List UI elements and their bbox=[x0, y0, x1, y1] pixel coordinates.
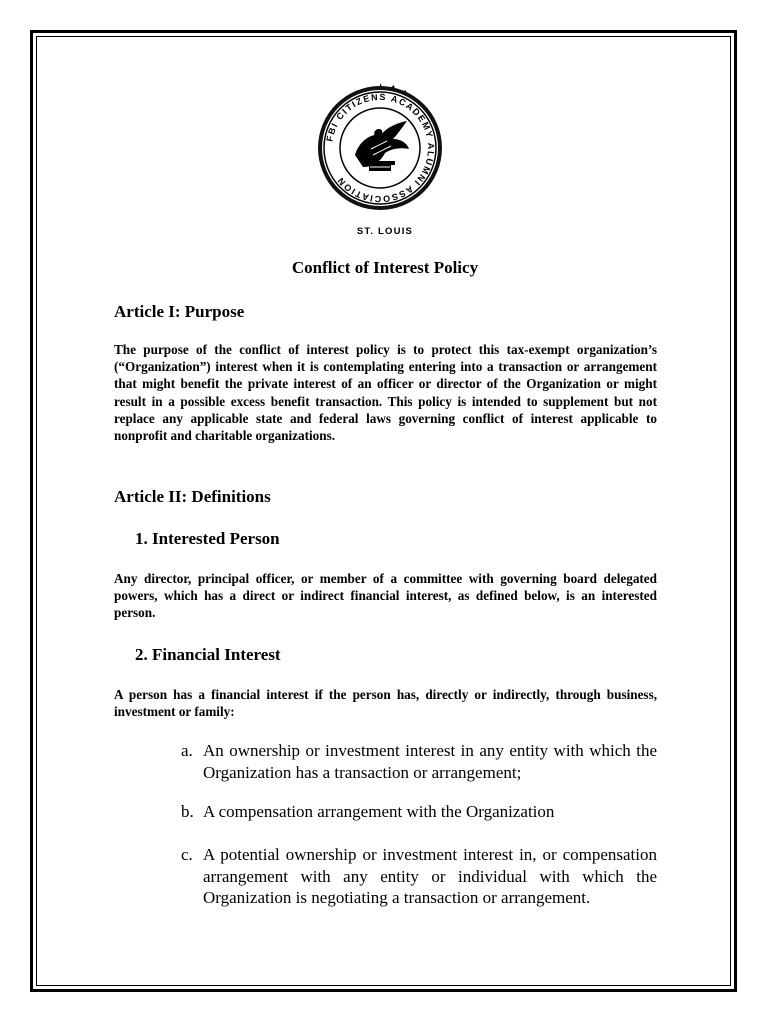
list-item-text: A compensation arrangement with the Organization bbox=[203, 802, 555, 821]
list-item-marker: b. bbox=[181, 802, 194, 821]
document-title: Conflict of Interest Policy bbox=[291, 258, 479, 277]
section-interested-person-body: Any director, principal officer, or member of a committee with governing board delegated powers, which has a direct or indirect financial interest, as defined below, is an interested person. bbox=[114, 571, 657, 621]
section-financial-interest-heading: 2. Financial Interest bbox=[135, 645, 281, 664]
list-item-text: A potential ownership or investment interest in, or compensation arrangement with any entity or individual with which the Organization is negotiating a transaction or arrangement. bbox=[203, 845, 657, 907]
fbi-citizens-academy-seal-icon bbox=[315, 83, 445, 213]
list-item bbox=[181, 740, 657, 783]
article-2-heading: Article II: Definitions bbox=[114, 487, 271, 506]
list-item bbox=[181, 801, 657, 823]
section-financial-interest-body: A person has a financial interest if the person has, directly or indirectly, through business, investment or family: bbox=[114, 687, 657, 720]
section-interested-person-heading: 1. Interested Person bbox=[135, 529, 280, 548]
list-item-marker: a. bbox=[181, 741, 193, 760]
list-item-text: An ownership or investment interest in any entity with which the Organization has a transaction or arrangement; bbox=[203, 741, 657, 782]
list-item-marker: c. bbox=[181, 845, 193, 864]
article-1-body: The purpose of the conflict of interest policy is to protect this tax-exempt organization’s (“Organization”) interest when it is contemplating entering into a transaction or arrangement that might benefit the private interest of an officer or director of the Organization or might result in a possible excess benefit transaction. This policy is intended to supplement but not replace any applicable state and federal laws governing conflict of interest applicable to nonprofit and charitable organizations. bbox=[114, 342, 657, 444]
seal-ring-text: FBI CITIZENS ACADEMY ALUMNI ASSOCIATION bbox=[324, 91, 437, 205]
article-1-heading: Article I: Purpose bbox=[114, 302, 245, 321]
logo-caption-st-louis: ST. LOUIS bbox=[356, 226, 414, 237]
list-item bbox=[181, 844, 657, 909]
